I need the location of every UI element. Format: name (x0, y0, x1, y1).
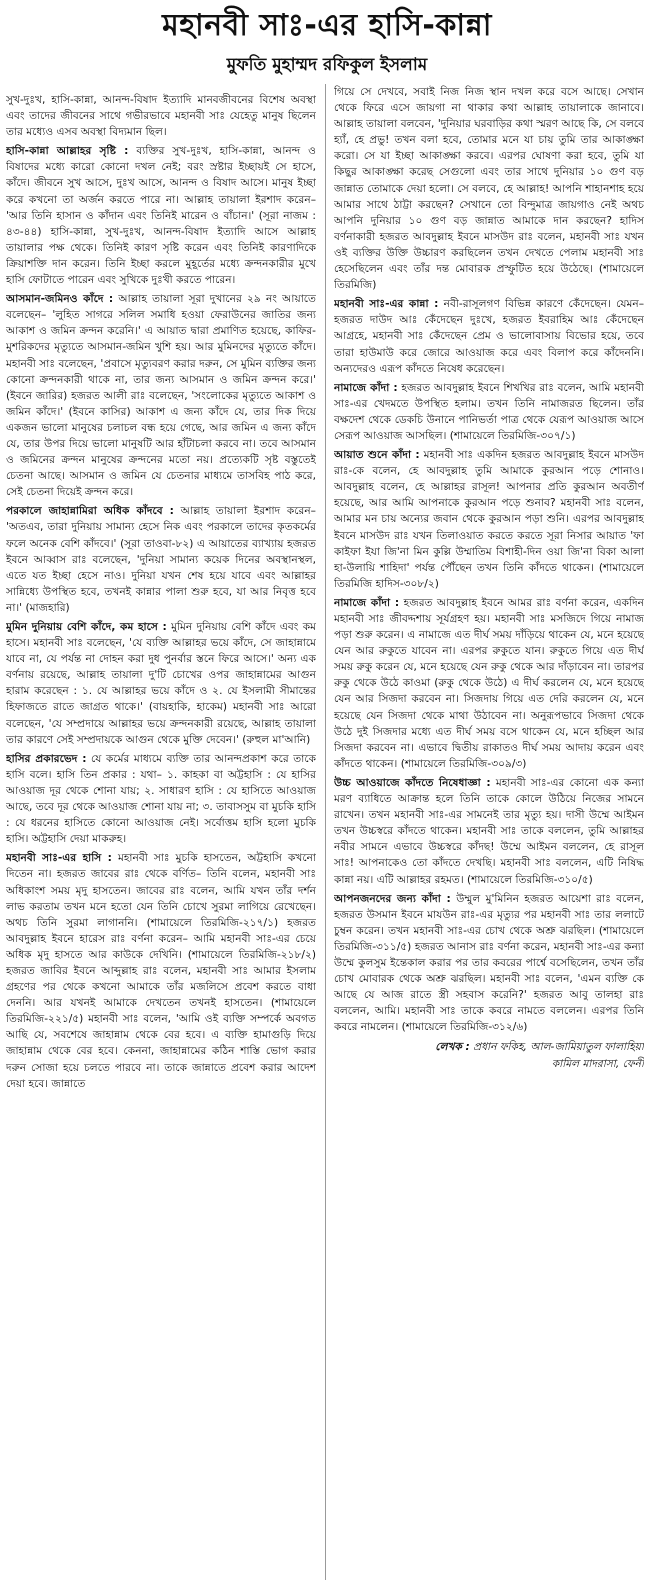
byline-affiliation: প্রধান ফকিহ, আল-জামিয়াতুল ফালাহিয়া (473, 1041, 644, 1054)
section-heading: উচ্চ আওয়াজে কাঁদতে নিষেধাজ্ঞা : (334, 776, 491, 789)
paragraph-text: গিয়ে সে দেখবে, সবাই নিজ নিজ স্থান দখল করে বসে আছে। সেখান থেকে ফিরে এসে জায়গা না থাকার কথা আল্লাহ তায়ালাকে জানাবে। আল্লাহ তায়ালা বলবেন, 'দুনিয়ার ঘরবাড়ির কথা স্মরণ আছে কি, সে বলবে হ্যাঁ, হে প্রভু! তখন বলা হবে, তোমার মনে যা চায় তুমি তার আকাঙ্ক্ষা করো। সে যা ইচ্ছা আকাঙ্ক্ষা করবে। এরপর ঘোষণা করা হবে, তুমি যা কিছুর আকাঙ্ক্ষা করেছ সেগুলো এবং তার সাথে দুনিয়ার ১০ গুণ বড় জান্নাত তোমাকে দেয়া হলো। সে বলবে, হে আল্লাহ! আপনি শাহানশাহ হয়ে আমার সাথে ঠাট্টা করছেন? সেখানে তো বিন্দুমাত্র জায়গাও নেই অথচ আপনি দুনিয়ার ১০ গুণ বড় জান্নাত আমাকে দান করছেন? হাদিস বর্ণনাকারী হজরত আবদুল্লাহ ইবনে মাসউদ রাঃ বলেন, মহানবী সাঃ যখন ওই ব্যক্তির উক্তি উচ্চারণ করছিলেন তখন দেখতে পেলাম মহানবী সাঃ হেসেছিলেন এবং তাঁর দন্ত মোবারক প্রস্ফুটিত হয়ে উঠেছে। (শামায়েলে তিরমিজি) (334, 86, 644, 292)
section-heading: আসমান-জমিনও কাঁদে : (6, 293, 114, 306)
paragraph-text: সুখ-দুঃখ, হাসি-কান্না, আনন্দ-বিষাদ ইত্যাদি মানবজীবনের বিশেষ অবস্থা এবং তাদের জীবনের সাথে গভীরভাবে মহানবী সাঃ যেহেতু মানুষ ছিলেন তার মধ্যেও এসব অবস্থা বিদ্যমান ছিল। (6, 94, 316, 139)
byline-line-2: কামিল মাদরাসা, ফেনী (551, 1057, 644, 1070)
section-heading: পরকালে জাহান্নামিরা অধিক কাঁদবে : (6, 505, 174, 518)
article-title: মহানবী সাঃ-এর হাসি-কান্না (162, 8, 492, 43)
paragraph-text: হজরত আবদুল্লাহ ইবনে শিখখির রাঃ বলেন, আমি মহানবী সাঃ-এর খেদমতে উপস্থিত হলাম। তখন তিনি নামাজরত ছিলেন। তাঁর বক্ষদেশ থেকে ডেকচি উনানে পানিভর্তা পাত্র থেকে যেরূপ আওয়াজ আসে সেরূপ আওয়াজ আসছিল। (শামায়েলে তিরমিজি-৩০৭/১) (334, 381, 644, 442)
paragraph-text: যে কর্মের মাধ্যমে ব্যক্তি তার আনন্দপ্রকাশ করে তাকে হাসি বলে। হাসি তিন প্রকার : যথা– ১. কাহকা বা অট্টহাসি : যে হাসির আওয়াজ দূর থেকে শোনা যায়; ২. সাধারণ হাসি : যে হাসিতে আওয়াজ আছে, তবে দূর থেকে আওয়াজ শোনা যায় না; ৩. তাবাসসুম বা মুচকি হাসি : যে ধরনের হাসিতে কোনো আওয়াজ নেই। সর্বোত্তম হাসি হলো মুচকি হাসি। অট্টহাসি দেয়া মাকরুহ। (6, 752, 316, 846)
paragraph (334, 447, 644, 592)
paragraph-text: আল্লাহ তায়ালা ইরশাদ করেন– 'অতএব, তারা দুনিয়ায় সামান্য হেসে নিক এবং পরকালে তাদের কৃতকর্মের ফলে অনেক বেশি কাঁদবে।' (সূরা তাওবা-৮২) এ আয়াতের ব্যাখ্যায় হজরত ইবনে আব্বাস রাঃ বলেছেন, 'দুনিয়া সামান্য কয়েক দিনের অবস্থানস্থল, এতে যত ইচ্ছা হেসে নাও। দুনিয়া যখন শেষ হয়ে যাবে এবং আল্লাহর সান্নিধ্যে উপস্থিত হবে, তখনই কান্নার পালা শুরু হবে, যা আর নিবৃত্ত হবে না।' (মাজহারি) (6, 505, 316, 614)
section-heading: মহানবী সাঃ-এর কান্না : (334, 298, 439, 311)
byline-line-1 (334, 1039, 644, 1055)
paragraph (6, 619, 316, 748)
byline-label: লেখক : (435, 1041, 470, 1054)
paragraph-text: নবী-রাসূলগণ বিভিন্ন কারণে কেঁদেছেন। যেমন– হজরত দাউদ আঃ কেঁদেছেন দুঃখে, হজরত ইবরাহিম আঃ কেঁদেছেন আগ্রহে, মহানবী সাঃ কেঁদেছেন প্রেম ও ভালোবাসায় বিভোর হয়ে, তবে তারা হাউমাউ করে জোরে আওয়াজ করে এবং বিলাপ করে কাঁদেননি। অন্যদেরও এরূপ কাঁদতে নিষেধ করেছেন। (334, 298, 644, 375)
section-heading: আপনজনদের জন্য কাঁদা : (334, 892, 451, 905)
section-heading: হাসির প্রকারভেদ : (6, 752, 87, 765)
section-heading: হাসি-কান্না আল্লাহর সৃষ্টি : (6, 145, 129, 158)
paragraph (334, 595, 644, 772)
paragraph (334, 380, 644, 444)
paragraph (6, 143, 316, 288)
paragraph-text: মহানবী সাঃ একদিন হজরত আবদুল্লাহ ইবনে মাসউদ রাঃ-কে বলেন, হে আবদুল্লাহ তুমি আমাকে কুরআন পড়ে শোনাও। আবদুল্লাহ বলেন, হে আল্লাহর রাসূল! আপনার প্রতি কুরআন অবতীর্ণ হয়েছে, আর আমি আপনাকে কুরআন পড়ে শুনাব? মহানবী সাঃ বলেন, আমার মন চায় অন্যের জবান থেকে কুরআন পড়া শুনি। এরপর আবদুল্লাহ ইবনে মাসউদ রাঃ যখন তিলাওয়াত করতে করতে সূরা নিসার আয়াত 'ফা কাইফা ইযা জি'না মিন কুল্লি উম্মাতিম বিশাহী-দিন ওয়া জি'না বিকা আলা হা-উলায়ি শাহিদা' পর্যন্ত পৌঁছেন তখন তিনি কাঁদতে থাকেন। (শামায়েলে তিরমিজি হাদিস-৩০৮/২) (334, 449, 644, 590)
paragraph-text: ব্যক্তির সুখ-দুঃখ, হাসি-কান্না, আনন্দ ও বিষাদের মধ্যে কারো কোনো দখল নেই; বরং স্রষ্টার ইচ্ছায়ই সে হাসে, কাঁদে। জীবনে সুখ আসে, দুঃখ আসে, আনন্দ ও বিষাদ আসে। মানুষ ইচ্ছা করে কখনো তা অর্জন করতে পারে না। আল্লাহ তায়ালা ইরশাদ করেন– 'আর তিনি হাসান ও কাঁদান এবং তিনিই মারেন ও বাঁচান।' (সূরা নাজম : ৪৩-৪৪) হাসি-কান্না, সুখ-দুঃখ, আনন্দ-বিষাদ ইত্যাদি আসে আল্লাহ তায়ালার পক্ষ থেকে। তিনিই কারণ সৃষ্টি করেন এবং তিনিই কারণাদিকে ক্রিয়াশক্তি দান করেন। তিনি ইচ্ছা করলে মুহূর্তের মধ্যে ক্রন্দনকারীর মুখে হাসি ফোটাতে পারেন এবং সুখিকে দুঃখী করতে পারেন। (6, 145, 316, 287)
article-author: মুফতি মুহাম্মদ রফিকুল ইসলাম (226, 55, 428, 75)
paragraph (6, 291, 316, 500)
paragraph (334, 296, 644, 376)
paragraph (334, 84, 644, 293)
left-column (6, 92, 316, 1582)
author-byline (334, 1039, 644, 1071)
right-column-paragraphs (334, 84, 644, 1035)
section-heading: মহানবী সাঃ-এর হাসি : (6, 852, 112, 865)
column-divider (325, 84, 326, 1580)
section-heading: মুমিন দুনিয়ায় বেশি কাঁদে, কম হাসে : (6, 621, 167, 633)
paragraph-text: মহানবী সাঃ-এর কোনো এক কন্যা মরণ ব্যাধিতে আক্রান্ত হলে তিনি তাকে কোলে উঠিয়ে নিজের সামনে রাখেন। তখন মহানবী সাঃ-এর সামনেই তার মৃত্যু হয়। দাসী উম্মে আইমন তখন উচ্চস্বরে কাঁদতে থাকেন। মহানবী সাঃ তাকে বললেন, তুমি আল্লাহর নবীর সামনে এভাবে উচ্চস্বরে কাঁদছ! উম্মে আইমন বললেন, হে রাসূল সাঃ! আপনাকেও তো কাঁদতে দেখছি। মহানবী সাঃ বললেন, এটি নিষিদ্ধ কান্না নয়। এটি আল্লাহর রহমত। (শামায়েলে তিরমিজি-৩১০/৫) (334, 776, 644, 886)
paragraph (6, 92, 316, 140)
paragraph-text: উম্মুল মু'মিনিন হজরত আয়েশা রাঃ বলেন, হজরত উসমান ইবনে মাযউন রাঃ-এর মৃত্যুর পর মহানবী সাঃ তার ললাটে চুম্বন করেন। তখন মহানবী সাঃ-এর চোখ থেকে অশ্রু ঝরছিল। (শামায়েলে তিরমিজি-৩১১/৫) হজরত আনাস রাঃ বর্ণনা করেন, মহানবী সাঃ-এর কন্যা উম্মে কুলসুম ইন্তেকাল করার পর তার কবরের পার্শ্বে বসেছিলেন, তখন তাঁর চোখ মোবারক থেকে অশ্রু ঝরছিল। মহানবী সাঃ বলেন, 'এমন ব্যক্তি কে আছে যে আজ রাতে স্ত্রী সহবাস করেনি?' হজরত আবু তালহা রাঃ বললেন, আমি। মহানবী সাঃ তাকে কবরে নামতে বললেন। এরপর তিনি কবরে নামলেন। (শামায়েলে তিরমিজি-৩১২/৬) (334, 892, 644, 1034)
section-heading: আয়াত শুনে কাঁদা : (334, 449, 420, 462)
paragraph-text: আল্লাহ তায়ালা সূরা দুখানের ২৯ নং আয়াতে বলেছেন– 'লুহিত সাগরে সলিল সমাধি হওয়া ফেরাউনের জাতির জন্য আকাশ ও জমিন ক্রন্দন করেনি।' এ আয়াত দ্বারা প্রমাণিত হয়েছে, কাফির-মুশরিকদের মৃত্যুতে আসমান-জমিন খুশি হয়। আর মুমিনদের মৃত্যুতে কাঁদে। মহানবী সাঃ বলেছেন, 'প্রবাসে মৃত্যুবরণ করার দরুন, সে মুমিন ব্যক্তির জন্য কোনো ক্রন্দনকারী থাকে না, তার জন্য আসমান ও জমিন ক্রন্দন করে।' (ইবনে জারির) হজরত আলী রাঃ বলেছেন, 'সংলোকের মৃত্যুতে আকাশ ও জমিন কাঁদে।' (ইবনে কাসির) আকাশ এ জন্য কাঁদে যে, তার দিক দিয়ে একজন ভালো মানুষের চলাচল বন্ধ হয়ে গেছে, আর জমিন এ জন্য কাঁদে যে, তার উপর দিয়ে ভালো মানুষটি আর হাঁটাচলা করবে না। তবে আসমান ও জমিনের ক্রন্দন মানুষের ক্রন্দনের মতো নয়। প্রত্যেকটি সৃষ্ট বস্তুতেই চেতনা আছে। আসমান ও জমিন যে চেতনার মাধ্যমে তাসবিহ পাঠ করে, সেই চেতনা দিয়েই ক্রন্দন করে। (6, 293, 316, 499)
right-column (334, 84, 644, 1584)
paragraph (334, 891, 644, 1036)
paragraph (6, 503, 316, 616)
paragraph-text: মুমিন দুনিয়ায় বেশি কাঁদে এবং কম হাসে। মহানবী সাঃ বলেছেন, 'যে ব্যক্তি আল্লাহর ভয়ে কাঁদে, সে জাহান্নামে যাবে না, যে পর্যন্ত না দোহন করা দুধ পুনর্বার স্তনে ফিরে আসে।' অন্য এক বর্ণনায় রয়েছে, আল্লাহ তায়ালা দু'টি চোখের ওপর জাহান্নামের আগুন হারাম করেছেন : ১. যে আল্লাহর ভয়ে কাঁদে ও ২. যে ইসলামী সীমান্তের হিফাজতে রাতে জাগ্রত থাকে।' (বায়হাকি, হাকেম) মহানবী সাঃ আরো বলেছেন, 'যে সম্প্রদায়ে আল্লাহর ভয়ে ক্রন্দনকারী রয়েছে, আল্লাহ তায়ালা তার কারণে সেই সম্প্রদায়কে আগুন থেকে মুক্তি দেবেন।' (রুহুল মা'আনি) (6, 621, 316, 746)
paragraph (6, 850, 316, 1091)
section-heading: নামাজে কাঁদা : (334, 596, 400, 609)
paragraph-text: হজরত আবদুল্লাহ ইবনে আমর রাঃ বর্ণনা করেন, একদিন মহানবী সাঃ জীবদ্দশায় সূর্যগ্রহণ হয়। মহানবী সাঃ মসজিদে গিয়ে নামাজ পড়া শুরু করেন। এ নামাজে এত দীর্ঘ সময় দাঁড়িয়ে থাকেন যে, মনে হয়েছে যেন আর রুকুতে যাবেন না। এরপর রুকুতে যান। রুকুতে গিয়ে এত দীর্ঘ সময় রুকু করেন যে, মনে হয়েছে যেন রুকু থেকে আর দাঁড়াবেন না। তারপর রুকু থেকে উঠে কাওমা (রুকু থেকে উঠে) এ দীর্ঘ করলেন যে, মনে হয়েছে যেন আর সিজদা করবেন না। সিজদায় গিয়ে এত দেরি করলেন যে, মনে হয়েছে যেন সিজদা থেকে মাথা উঠাবেন না। অনুরূপভাবে সিজদা থেকে উঠে দুই সিজদার মধ্যে এত দীর্ঘ সময় বসে থাকেন যে, মনে হচ্ছিল আর সিজদা করবেন না। এভাবে দ্বিতীয় রাকাতও দীর্ঘ সময় আদায় করেন এবং কাঁদতে থাকেন। (শামায়েলে তিরমিজি-৩০৯/৩) (334, 596, 644, 770)
section-heading: নামাজে কাঁদা : (334, 381, 398, 394)
paragraph-text: মহানবী সাঃ মুচকি হাসতেন, অট্টহাসি কখনো দিতেন না। হজরত জাবের রাঃ থেকে বর্ণিত– তিনি বলেন, মহানবী সাঃ অধিকাংশ সময় মৃদু হাসতেন। জাবের রাঃ বলেন, আমি যখন তাঁর দর্শন লাভ করতাম তখন মনে হতো যেন তিনি চোখে সুরমা লাগিয়ে রেখেছেন। অথচ তিনি সুরমা লাগাননি। (শামায়েলে তিরমিজি-২১৭/১) হজরত আবদুল্লাহ ইবনে হারেস রাঃ বর্ণনা করেন– আমি মহানবী সাঃ-এর চেয়ে অধিক মৃদু হাসতে আর কাউকে দেখিনি। (শামায়েলে তিরমিজি-২১৮/২) হজরত জাবির ইবনে আব্দুল্লাহ রাঃ বলেন, মহানবী সাঃ আমার ইসলাম গ্রহণের পর থেকে কখনো আমাকে তাঁর মজলিসে প্রবেশ করতে বাধা দেননি। আর যখনই আমাকে দেখতেন তখনই হাসতেন। (শামায়েলে তিরমিজি-২২১/৫) মহানবী সাঃ বলেন, 'আমি ওই ব্যক্তি সম্পর্কে অবগত আছি যে, সবশেষে জাহান্নাম থেকে বের হবে। এ ব্যক্তি হামাগুড়ি দিয়ে জাহান্নাম থেকে বের হবে। কেননা, জাহান্নামের কঠিন শাস্তি ভোগ করার দরুন সোজা হয়ে চলতে পারবে না। তাকে জান্নাতে প্রবেশ করার আদেশ দেয়া হবে। জান্নাতে (6, 852, 316, 1090)
paragraph (334, 775, 644, 888)
paragraph (6, 751, 316, 848)
